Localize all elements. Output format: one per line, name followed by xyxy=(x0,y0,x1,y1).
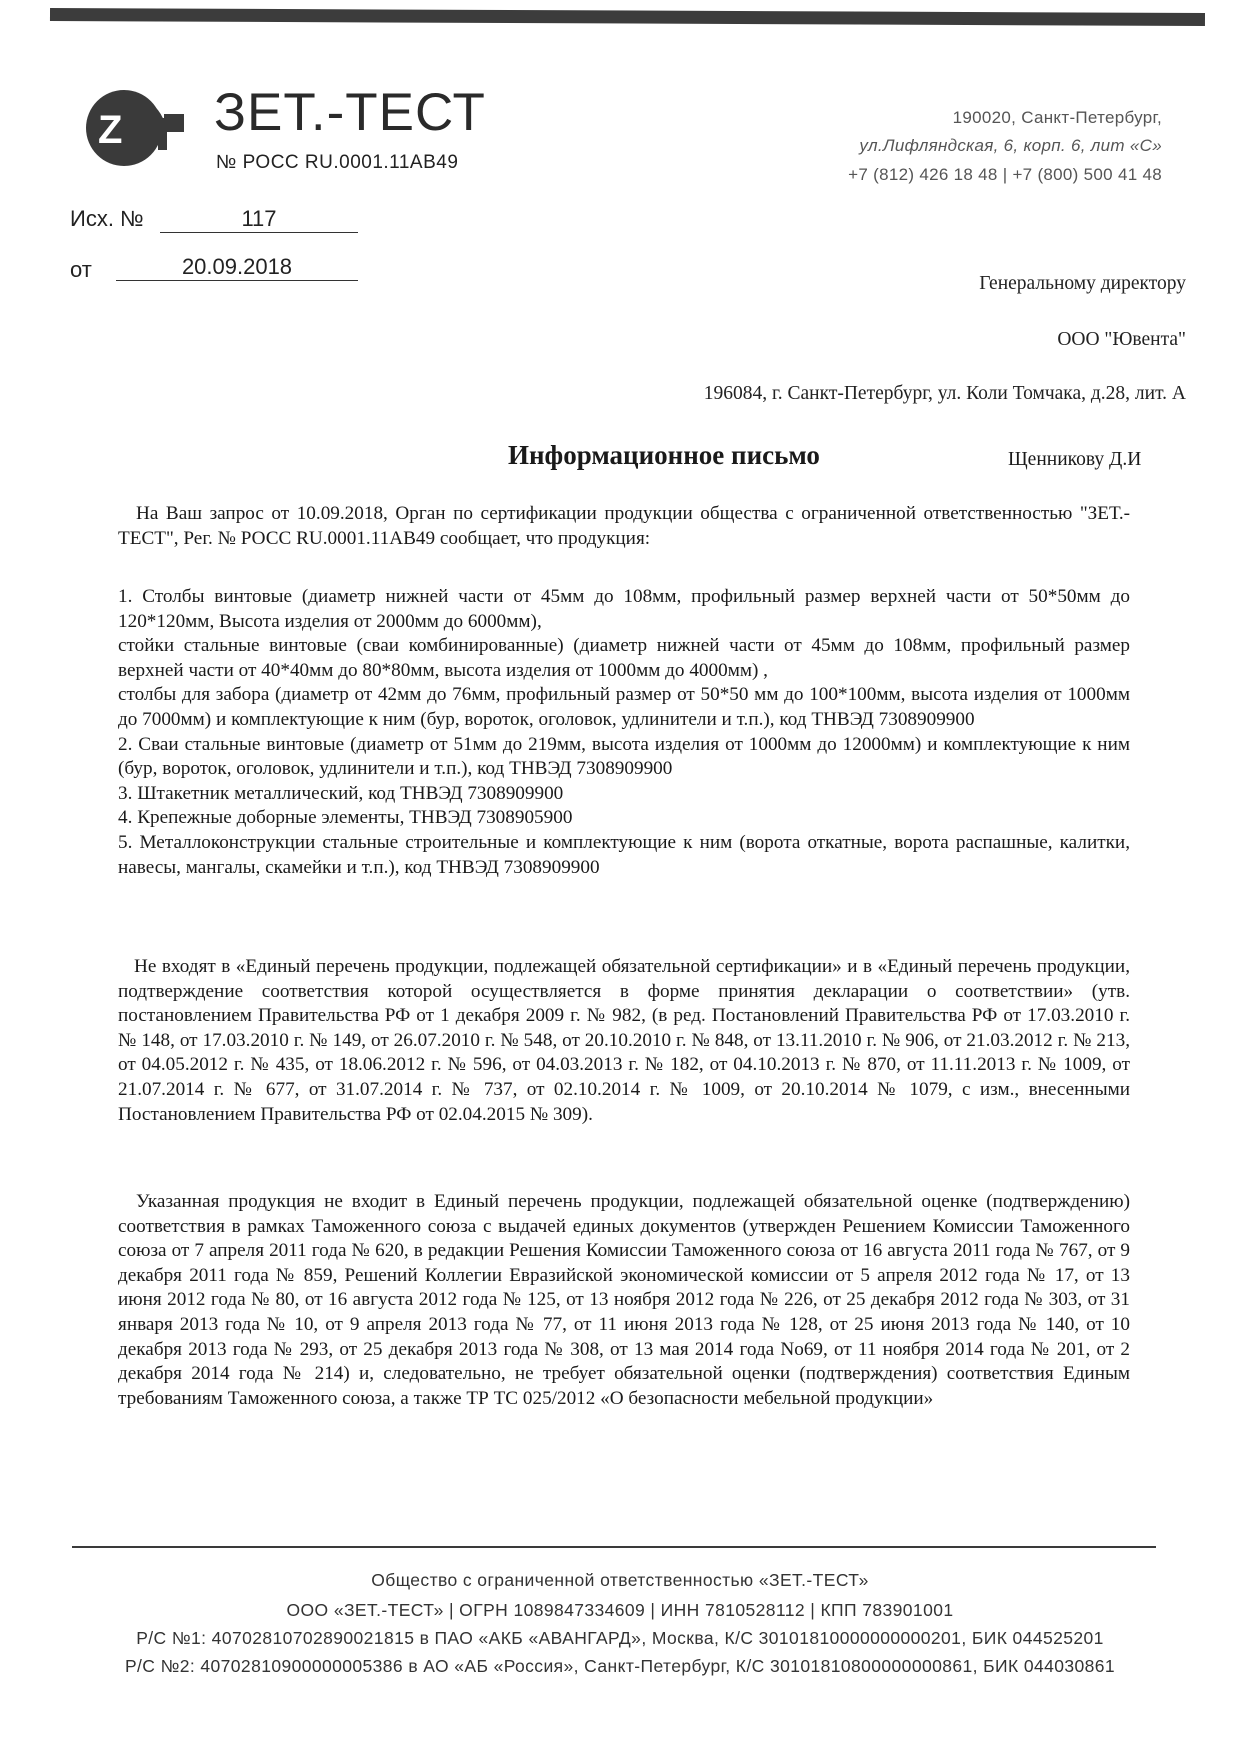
accreditation-number: № РОСС RU.0001.11АВ49 xyxy=(216,152,459,173)
footer-company-name: Общество с ограниченной ответственностью «ЗЕТ.-ТЕСТ» xyxy=(371,1570,869,1590)
company-name: ЗЕТ.-ТЕСТ xyxy=(214,83,486,142)
outgoing-number-value: 117 xyxy=(160,206,358,233)
outgoing-date-label: от xyxy=(70,257,92,282)
top-border-bar xyxy=(50,8,1205,26)
footer-divider xyxy=(72,1546,1156,1548)
zt-logo-icon xyxy=(84,88,184,168)
list-item: 1. Столбы винтовые (диаметр нижней части от 45мм до 108мм, профильный размер верхней части от 50*50мм до 120*120мм, Высота изделия от 2000мм до 6000мм), xyxy=(118,586,1130,632)
product-list xyxy=(118,585,1130,880)
outgoing-number-label: Исх. № xyxy=(70,206,144,231)
exclusion-paragraph: Не входят в «Единый перечень продукции, подлежащей обязательной сертификации» и в «Единый перечень продукции, подтверждение соответствия которой осуществляется в форме принятия декларации о соответствии» (утв. постановлением Правительства РФ от 1 декабря 2009 г. № 982, (в ред. Постановлений Правительства РФ от 17.03.2010 г. № 148, от 17.03.2010 г. № 149, от 26.07.2010 г. № 548, от 20.10.2010 г. № 848, от 13.11.2010 г. № 906, от 21.03.2012 г. № 213, от 04.05.2012 г. № 435, от 18.06.2012 г. № 596, от 04.03.2013 г. № 182, от 04.10.2013 г. № 870, от 11.11.2013 г. № 1009, от 21.07.2014 г. № 677, от 31.07.2014 г. № 737, от 02.10.2014 г. № 1009, от 20.10.2014 № 1079, с изм., внесенными Постановлением Правительства РФ от 02.04.2015 № 309). xyxy=(118,956,1130,1125)
customs-union-paragraph: Указанная продукция не входит в Единый перечень продукции, подлежащей обязательной оценке (подтверждению) соответствия в рамках Таможенного союза с выдачей единых документов (утвержден Решением Комиссии Таможенного союза от 7 апреля 2011 года № 620, в редакции Решения Комиссии Таможенного союза от 16 августа 2011 года № 767, от 9 декабря 2011 года № 859, Решений Коллегии Евразийской экономической комиссии от 5 апреля 2012 года № 17, от 13 июня 2012 года № 80, от 16 августа 2012 года № 125, от 13 ноября 2012 года № 226, от 25 декабря 2012 года № 303, от 31 января 2013 года № 10, от 9 апреля 2013 года № 77, от 11 июня 2013 года № 128, от 25 июня 2013 года № 140, от 10 декабря 2013 года № 293, от 25 декабря 2013 года № 308, от 13 мая 2014 года No69, от 11 ноября 2014 года № 201, от 2 декабря 2014 года № 214) и, следовательно, не требует обязательной оценки (подтверждения) соответствия Единым требованиям Таможенного союза, а также ТР ТС 025/2012 «О безопасности мебельной продукции» xyxy=(118,1191,1130,1409)
outgoing-date-value: 20.09.2018 xyxy=(116,254,358,281)
list-item: столбы для забора (диаметр от 42мм до 76мм, профильный размер от 50*50 мм до 100*100мм, высота изделия от 1000мм до 7000мм) и комплектующие к ним (бур, вороток, оголовок, удлинители и т.п.), код ТНВЭД 7308909900 xyxy=(118,684,1130,730)
svg-text:Z: Z xyxy=(98,108,123,152)
intro-paragraph: На Ваш запрос от 10.09.2018, Орган по сертификации продукции общества с ограниченной ответственностью "ЗЕТ.-ТЕСТ", Рег. № РОСС RU.0001.11АВ49 сообщает, что продукция: xyxy=(118,503,1130,549)
list-item: 4. Крепежные доборные элементы, ТНВЭД 7308905900 xyxy=(118,807,573,829)
list-item: 5. Металлоконструкции стальные строительные и комплектующие к ним (ворота откатные, ворота распашные, калитки, навесы, мангалы, скамейки и т.п.), код ТНВЭД 7308909900 xyxy=(118,831,1130,878)
company-address-street: ул.Лифляндская, 6, корп. 6, лит «С» xyxy=(859,136,1162,155)
recipient-person: Щенникову Д.И xyxy=(1008,449,1142,470)
company-address-city: 190020, Санкт-Петербург, xyxy=(952,108,1162,127)
recipient-title: Генеральному директору xyxy=(979,273,1186,294)
recipient-address: 196084, г. Санкт-Петербург, ул. Коли Томчака, д.28, лит. А xyxy=(703,383,1186,404)
recipient-organization: ООО "Ювента" xyxy=(1057,329,1186,350)
list-item: стойки стальные винтовые (сваи комбинированные) (диаметр нижней части от 45мм до 108мм, профильный размер верхней части от 40*40мм до 80*80мм, высота изделия от 1000мм до 4000мм) , xyxy=(118,635,1130,681)
list-item: 3. Штакетник металлический, код ТНВЭД 7308909900 xyxy=(118,782,564,804)
footer-bank-account-1: Р/С №1: 40702810702890021815 в ПАО «АКБ «АВАНГАРД», Москва, К/С 30101810000000000201, БИК 044525201 xyxy=(136,1628,1104,1648)
list-item: 2. Сваи стальные винтовые (диаметр от 51мм до 219мм, высота изделия от 1000мм до 12000мм) и комплектующие к ним (бур, вороток, оголовок, удлинители и т.п.), код ТНВЭД 7308909900 xyxy=(118,733,1130,780)
footer-bank-account-2: Р/С №2: 40702810900000005386 в АО «АБ «Россия», Санкт-Петербург, К/С 30101810800000000861, БИК 044030861 xyxy=(124,1656,1116,1676)
footer-registration: ООО «ЗЕТ.-ТЕСТ» | ОГРН 1089847334609 | ИНН 7810528112 | КПП 783901001 xyxy=(286,1600,954,1620)
document-title: Информационное письмо xyxy=(508,440,820,470)
company-phones: +7 (812) 426 18 48 | +7 (800) 500 41 48 xyxy=(848,165,1162,184)
